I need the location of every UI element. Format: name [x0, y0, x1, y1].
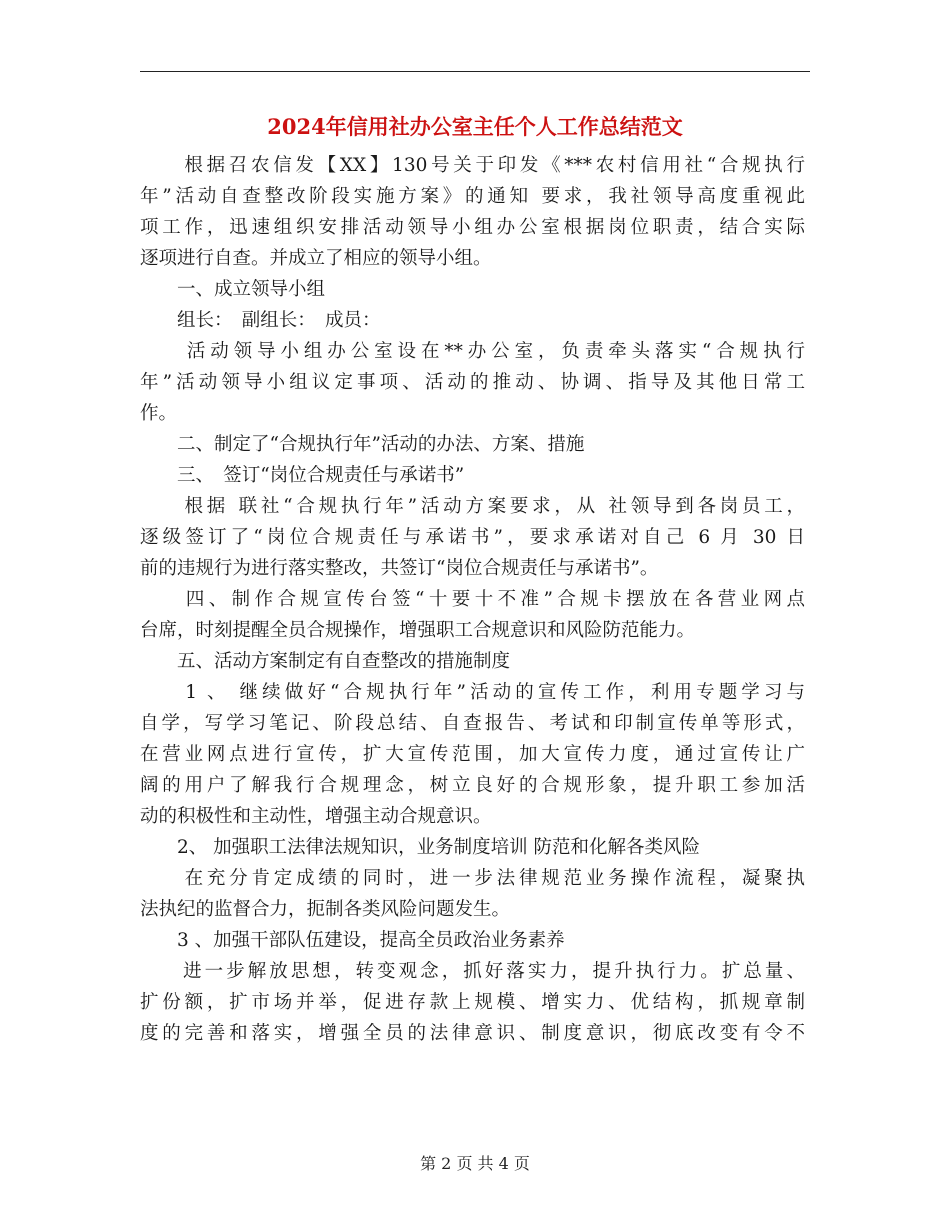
- body-line: 进一步解放思想，转变观念，抓好落实力，提升执行力。扩总量、: [140, 961, 805, 982]
- body-line: 在营业网点进行宣传，扩大宣传范围，加大宣传力度，通过宣传让广: [140, 744, 805, 765]
- body-line: 扩份额，扩市场并举，促进存款上规模、增实力、优结构，抓规章制: [140, 992, 805, 1013]
- section-heading: 三、 签订“岗位合规责任与承诺书”: [140, 465, 465, 486]
- section-heading: 四、制作合规宣传台签“十要十不准”合规卡摆放在各营业网点: [140, 589, 805, 610]
- body-line: 1 、 继续做好“合规执行年”活动的宣传工作，利用专题学习与: [140, 682, 805, 703]
- body-line: 项工作，迅速组织安排活动领导小组办公室根据岗位职责，结合实际: [140, 217, 805, 238]
- subsection-heading: 3 、加强干部队伍建设，提高全员政治业务素养: [140, 930, 565, 951]
- body-line: 法执纪的监督合力，扼制各类风险问题发生。: [140, 899, 511, 920]
- body-line: 度的完善和落实，增强全员的法律意识、制度意识，彻底改变有令不: [140, 1023, 805, 1044]
- body-line: 台席，时刻提醒全员合规操作，增强职工合规意识和风险防范能力。: [140, 620, 696, 641]
- document-body: [140, 150, 805, 1049]
- subsection-heading: 2、 加强职工法律法规知识，业务制度培训 防范和化解各类风险: [140, 837, 701, 858]
- body-line: 年”活动自查整改阶段实施方案》的通知 要求，我社领导高度重视此: [140, 186, 805, 207]
- page-number: 第 2 页 共 4 页: [420, 1154, 530, 1173]
- section-heading: 一、成立领导小组: [140, 279, 326, 300]
- header-rule: [140, 71, 810, 72]
- body-line: 根据 联社“合规执行年”活动方案要求，从 社领导到各岗员工，: [140, 496, 805, 517]
- body-line: 活动领导小组办公室设在**办公室，负责牵头落实“合规执行: [140, 341, 805, 362]
- body-line: 作。: [140, 403, 178, 424]
- body-line: 根据召农信发【XX】130号关于印发《***农村信用社“合规执行: [140, 155, 805, 176]
- body-line: 自学，写学习笔记、阶段总结、自查报告、考试和印制宣传单等形式，: [140, 713, 805, 734]
- body-line: 前的违规行为进行落实整改，共签订“岗位合规责任与承诺书”。: [140, 558, 659, 579]
- body-line: 在充分肯定成绩的同时，进一步法律规范业务操作流程，凝聚执: [140, 868, 805, 889]
- body-line: 逐级签订了“岗位合规责任与承诺书”，要求承诺对自己 6 月 30 日: [140, 527, 805, 548]
- section-heading: 五、活动方案制定有自查整改的措施制度: [140, 651, 511, 672]
- body-line: 逐项进行自查。并成立了相应的领导小组。: [140, 248, 492, 269]
- body-line: 组长： 副组长： 成员：: [140, 310, 381, 331]
- body-line: 阔的用户了解我行合规理念，树立良好的合规形象，提升职工参加活: [140, 775, 805, 796]
- document-title: 2024年信用社办公室主任个人工作总结范文: [267, 114, 683, 139]
- body-line: 动的积极性和主动性，增强主动合规意识。: [140, 806, 492, 827]
- section-heading: 二、制定了“合规执行年”活动的办法、方案、措施: [140, 434, 585, 455]
- body-line: 年”活动领导小组议定事项、活动的推动、协调、指导及其他日常工: [140, 372, 805, 393]
